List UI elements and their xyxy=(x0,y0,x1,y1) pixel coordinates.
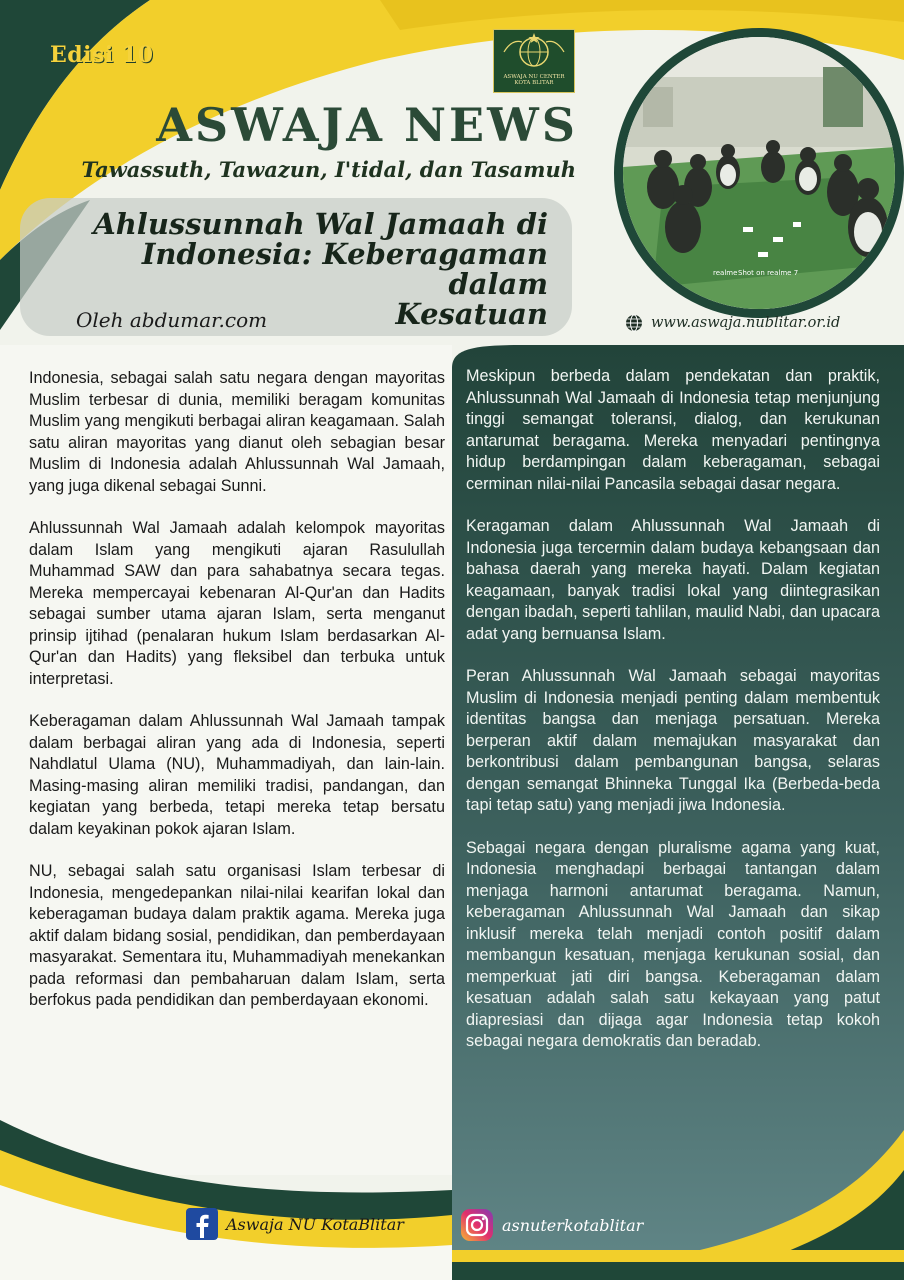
facebook-icon xyxy=(186,1208,218,1240)
edition-label: Edisi 10 xyxy=(50,42,154,68)
instagram-label: asnuterkotablitar xyxy=(502,1215,644,1235)
nu-globe-icon xyxy=(494,30,574,74)
paragraph: Keragaman dalam Ahlussunnah Wal Jamaah di Indonesia juga tercermin dalam budaya kebangsaan dan bahasa daerah yang mereka hayati. Dalam kegiatan keagamaan, banyak tradisi lokal yang diintegrasikan dengan ibadah, seperti tahlilan, maulid Nabi, dan upacara adat yang bernuansa Islam. xyxy=(466,517,880,643)
paragraph: Indonesia, sebagai salah satu negara dengan mayoritas Muslim terbesar di dunia, memiliki beragam komunitas Muslim yang mengikuti berbagai aliran keagamaan. Salah satu aliran mayoritas yang dianut oleh sebagian besar Muslim di Indonesia adalah Ahlussunnah Wal Jamaah, yang juga dikenal sebagai Sunni. xyxy=(29,369,445,495)
article-right-column xyxy=(466,366,880,1074)
paragraph: Meskipun berbeda dalam pendekatan dan praktik, Ahlussunnah Wal Jamaah di Indonesia tetap menjunjung tinggi semangat toleransi, dialog, dan kerukunan antarumat beragama. Mereka menyadari pentingnya hidup berdampingan dalam keberagaman, sebagai cerminan nilai-nilai Pancasila sebagai dasar negara. xyxy=(466,367,880,493)
article-author: Oleh abdumar.com xyxy=(76,308,268,332)
globe-icon xyxy=(625,314,643,332)
newsletter-tagline: Tawassuth, Tawazun, I'tidal, dan Tasamuh xyxy=(81,157,576,182)
facebook-label: Aswaja NU KotaBlitar xyxy=(226,1214,404,1234)
photo-watermark-brand: realme xyxy=(713,269,738,277)
instagram-link[interactable] xyxy=(460,1208,643,1242)
newsletter-title: ASWAJA NEWS xyxy=(156,98,578,152)
event-photo xyxy=(614,28,904,318)
logo-caption: ASWAJA NU CENTER KOTA BLITAR xyxy=(503,74,565,86)
photo-watermark-text: Shot on realme 7 xyxy=(738,269,799,277)
paragraph: Peran Ahlussunnah Wal Jamaah sebagai mayoritas Muslim di Indonesia menjadi penting dalam membentuk identitas bangsa dan menjaga persatuan. Mereka berperan aktif dalam memajukan masyarakat dan berkontribusi dalam pembangunan bangsa, selaras dengan semangat Bhinneka Tunggal Ika (Berbeda-beda tapi tetap satu) yang menjadi jiwa Indonesia. xyxy=(466,667,880,814)
paragraph: Keberagaman dalam Ahlussunnah Wal Jamaah tampak dalam berbagai aliran yang ada di Indonesia, seperti Nahdlatul Ulama (NU), Muhammadiyah, dan lain-lain. Masing-masing aliran memiliki tradisi, pandangan, dan kegiatan yang berbeda, tetapi mereka tetap bersatu dalam keyakinan pokok ajaran Islam. xyxy=(29,712,445,838)
paragraph: Sebagai negara dengan pluralisme agama yang kuat, Indonesia menghadapi berbagai tantangan dalam menjaga harmoni antarumat beragama. Namun, keberagaman Ahlussunnah Wal Jamaah dan sikap inklusif mereka telah menjadi contoh positif dalam membangun kesatuan, menjaga kerukunan sosial, dan memperkuat jati diri bangsa. Keberagaman dalam kesatuan adalah salah satu kekayaan yang patut diapresiasi dan dijaga agar Indonesia tetap kokoh sebagai negara demokratis dan beradab. xyxy=(466,838,880,1050)
aswaja-nu-logo xyxy=(493,29,575,93)
instagram-icon xyxy=(460,1208,494,1242)
article-left-column xyxy=(29,368,445,1033)
website-link[interactable] xyxy=(625,314,840,332)
website-url: www.aswaja.nublitar.or.id xyxy=(651,315,841,331)
paragraph: NU, sebagai salah satu organisasi Islam terbesar di Indonesia, mengedepankan nilai-nilai kearifan lokal dan keberagaman budaya dalam praktik agama. Mereka juga aktif dalam bidang sosial, pendidikan, dan pemberdayaan masyarakat. Sementara itu, Muhammadiyah menekankan pada reformasi dan pembaharuan dalam Islam, serta berfokus pada pendidikan dan pemberdayaan ekonomi. xyxy=(29,862,445,1009)
article-headline: Ahlussunnah Wal Jamaah di Indonesia: Keberagaman dalam Kesatuan xyxy=(93,207,548,331)
facebook-link[interactable] xyxy=(186,1208,404,1240)
paragraph: Ahlussunnah Wal Jamaah adalah kelompok mayoritas dalam Islam yang mengikuti ajaran Rasulullah Muhammad SAW dan para sahabatnya secara tegas. Mereka mempercayai kebenaran Al-Qur'an dan Hadits sebagai sumber utama ajaran Islam, serta menganut prinsip ijtihad (penalaran hukum Islam berdasarkan Al-Qur'an dan Hadits) yang fleksibel dan terbuka untuk interpretasi. xyxy=(29,519,445,688)
gathering-photo-illustration xyxy=(623,37,895,309)
